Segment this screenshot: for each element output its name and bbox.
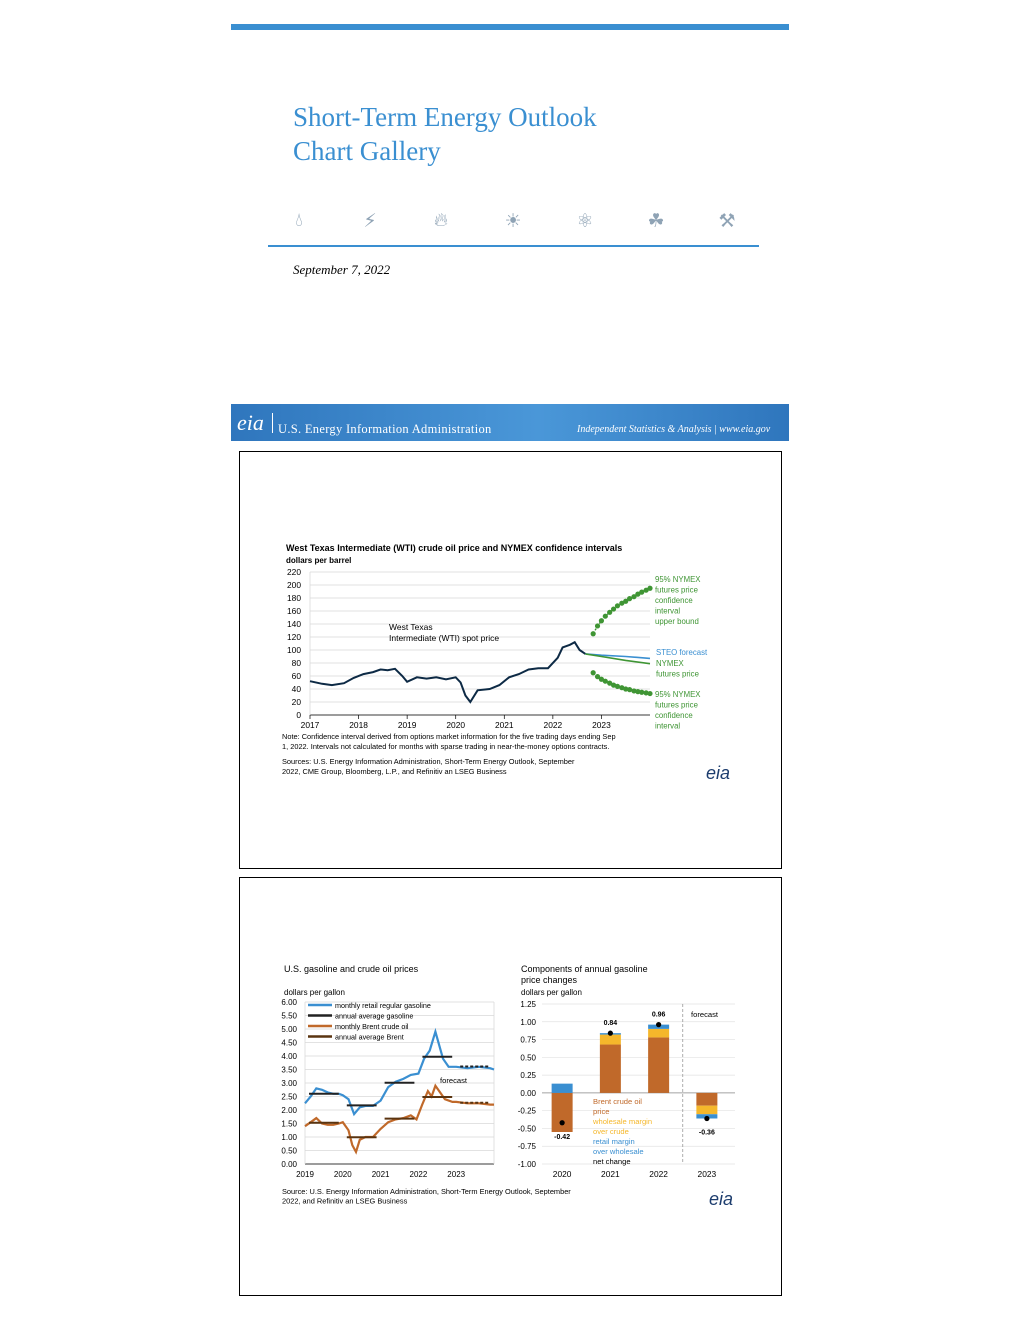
gasoline-chart-title: U.S. gasoline and crude oil prices: [284, 964, 419, 974]
components-x-tick-label: 2022: [649, 1169, 668, 1179]
lower-bound-label: 95% NYMEX futures price confidence interval: [655, 690, 701, 731]
agency-name: U.S. Energy Information Administration: [278, 422, 492, 436]
wti-confidence-point: [591, 631, 596, 636]
components-bar-segment: [552, 1093, 573, 1132]
wti-confidence-point: [615, 684, 620, 689]
electricity-icon: ⚡︎: [363, 211, 377, 232]
top-accent-bar: [231, 24, 789, 30]
energy-icon-row: [268, 210, 758, 238]
components-bar-segment: [648, 1029, 669, 1038]
components-y-tick-label: 1.00: [520, 1017, 536, 1027]
gasoline-y-tick-label: 1.50: [281, 1119, 297, 1129]
components-bar-segment: [696, 1106, 717, 1115]
eia-logo: eia: [237, 410, 264, 435]
components-y-tick-label: 0.00: [520, 1088, 536, 1098]
wti-chart: [240, 452, 781, 868]
gasoline-chart-panel: [239, 877, 782, 1296]
net-change-label: -0.36: [698, 1129, 715, 1137]
components-y-tick-label: -1.00: [517, 1160, 536, 1169]
wti-note: Note: Confidence interval derived from options market information for the five trading days ending Sep 1, 2022. Intervals not calculated for months with sparse trading in near-the-money options contracts.: [282, 732, 616, 751]
wti-x-tick-label: 2018: [349, 720, 368, 730]
wti-spot-line: [310, 642, 585, 702]
gasoline-y-tick-label: 2.50: [281, 1092, 297, 1102]
gasoline-x-tick-label: 2021: [371, 1170, 390, 1179]
wti-y-tick-label: 20: [291, 697, 301, 707]
wti-confidence-point: [647, 691, 652, 696]
wti-x-tick-label: 2019: [397, 720, 417, 730]
wti-y-tick-label: 40: [291, 684, 301, 694]
plant-icon: ☘︎: [647, 211, 665, 232]
wti-confidence-point: [591, 670, 596, 675]
components-y-tick-label: 0.75: [520, 1035, 536, 1045]
wti-y-tick-label: 120: [287, 632, 301, 642]
eia-logo-small: eia: [706, 763, 731, 783]
gasoline-forecast-label: forecast: [440, 1076, 468, 1085]
net-change-marker: [608, 1031, 613, 1036]
components-legend-label: net change: [593, 1157, 631, 1166]
components-legend-label: price: [593, 1107, 610, 1116]
net-change-label: 0.84: [603, 1020, 618, 1028]
components-bar-segment: [648, 1037, 669, 1092]
components-chart-unit: dollars per gallon: [521, 988, 582, 997]
oil-drop-icon: 💧︎: [295, 210, 303, 231]
wti-x-tick-label: 2017: [300, 720, 320, 730]
gasoline-y-tick-label: 0.50: [281, 1146, 297, 1156]
gasoline-x-tick-label: 2019: [296, 1170, 314, 1179]
eia-logo-small-2: eia: [709, 1189, 734, 1209]
wti-y-tick-label: 100: [287, 645, 301, 655]
components-legend-label: over wholesale: [593, 1147, 644, 1156]
components-x-tick-label: 2023: [697, 1169, 717, 1179]
gasoline-legend-label: annual average gasoline: [335, 1011, 414, 1021]
wti-y-tick-label: 60: [291, 671, 301, 681]
gasoline-legend-label: annual average Brent: [335, 1032, 404, 1042]
title-line-1: Short-Term Energy Outlook: [293, 102, 597, 132]
wti-x-tick-label: 2023: [592, 720, 611, 730]
wti-chart-unit: dollars per barrel: [286, 556, 352, 565]
wti-y-tick-label: 220: [287, 567, 301, 577]
gasoline-y-tick-label: 1.00: [281, 1133, 297, 1142]
wti-confidence-point: [639, 690, 644, 695]
gasoline-x-tick-label: 2023: [447, 1170, 466, 1179]
net-change-label: 0.96: [651, 1011, 666, 1019]
wti-confidence-point: [627, 687, 632, 692]
components-y-tick-label: 0.25: [520, 1071, 536, 1081]
gasoline-y-tick-label: 6.00: [281, 998, 297, 1007]
gasoline-y-tick-label: 3.00: [281, 1079, 297, 1088]
components-y-tick-label: 1.25: [520, 1000, 536, 1009]
wti-y-tick-label: 140: [287, 619, 301, 629]
title-line-2: Chart Gallery: [293, 136, 441, 166]
components-y-tick-label: 0.50: [520, 1053, 536, 1063]
gasoline-charts: [240, 878, 781, 1295]
wti-x-tick-label: 2022: [543, 720, 563, 730]
coal-hammer-icon: ⚒︎: [718, 211, 736, 232]
gasoline-y-tick-label: 3.50: [281, 1065, 297, 1075]
wti-confidence-point: [603, 614, 608, 619]
wti-confidence-point: [647, 586, 652, 591]
net-change-marker: [704, 1116, 709, 1121]
banner-separator: [272, 413, 273, 433]
components-forecast-label: forecast: [691, 1010, 719, 1019]
net-change-marker: [656, 1022, 661, 1027]
wti-y-tick-label: 160: [287, 606, 301, 616]
wti-y-tick-label: 180: [287, 593, 301, 603]
wti-x-tick-label: 2020: [446, 720, 466, 730]
wti-x-tick-label: 2021: [494, 720, 514, 730]
net-change-label: -0.42: [554, 1133, 571, 1141]
components-bar-segment: [600, 1035, 621, 1045]
gasoline-legend-label: monthly retail regular gasoline: [335, 1001, 431, 1010]
wti-confidence-point: [595, 623, 600, 628]
wti-sources: Sources: U.S. Energy Information Administration, Short-Term Energy Outlook, September 2022, CME Group, Bloomberg, L.P., and Refinitiv an LSEG Business: [282, 757, 575, 776]
gasoline-x-tick-label: 2020: [333, 1170, 352, 1179]
wti-y-tick-label: 80: [291, 658, 301, 668]
components-bar-segment: [600, 1045, 621, 1093]
gasoline-y-tick-label: 5.00: [281, 1025, 297, 1034]
components-chart-title: Components of annual gasoline price changes: [521, 964, 648, 985]
net-change-marker: [560, 1120, 565, 1125]
atom-icon: ⚛︎: [576, 211, 594, 232]
gasoline-y-tick-label: 5.50: [281, 1011, 297, 1021]
banner-tagline: Independent Statistics & Analysis | www.eia.gov: [577, 424, 771, 435]
wti-series-label: West Texas Intermediate (WTI) spot price: [389, 622, 500, 643]
icon-row-divider: [268, 245, 759, 247]
components-bar-segment: [696, 1093, 717, 1106]
wti-y-tick-label: 0: [296, 710, 301, 720]
wti-confidence-point: [599, 618, 604, 623]
sun-icon: ☀︎: [504, 211, 522, 232]
components-legend-label: Brent crude oil: [593, 1097, 642, 1106]
components-legend-label: over crude: [593, 1127, 629, 1136]
eia-banner: [231, 404, 789, 441]
publication-date: September 7, 2022: [293, 262, 391, 277]
components-x-tick-label: 2020: [552, 1169, 572, 1179]
components-y-tick-label: -0.75: [517, 1142, 536, 1152]
page-title: [293, 100, 597, 168]
wti-confidence-point: [615, 603, 620, 608]
upper-bound-label: 95% NYMEX futures price confidence interval upper bound: [655, 575, 701, 626]
components-bar-segment: [552, 1084, 573, 1093]
components-x-tick-label: 2021: [601, 1169, 620, 1179]
gasoline-source: Source: U.S. Energy Information Administration, Short-Term Energy Outlook, September 2022, and Refinitiv an LSEG Business: [282, 1187, 571, 1206]
flame-icon: 🔥︎: [434, 210, 448, 231]
components-legend-label: retail margin: [593, 1137, 635, 1146]
gasoline-y-tick-label: 4.00: [281, 1052, 297, 1061]
components-y-tick-label: -0.50: [517, 1124, 536, 1134]
steo-forecast-label: STEO forecast: [656, 648, 708, 657]
wti-chart-panel: [239, 451, 782, 869]
gasoline-y-tick-label: 2.00: [281, 1106, 297, 1115]
gasoline-chart-unit: dollars per gallon: [284, 988, 345, 997]
components-legend-label: wholesale margin: [593, 1117, 653, 1126]
wti-chart-title: West Texas Intermediate (WTI) crude oil price and NYMEX confidence intervals: [286, 543, 623, 553]
gasoline-x-tick-label: 2022: [409, 1170, 428, 1179]
components-y-tick-label: -0.25: [517, 1106, 536, 1116]
wti-y-tick-label: 200: [287, 580, 301, 590]
nymex-label: NYMEX futures price: [656, 659, 699, 679]
gasoline-legend-label: monthly Brent crude oil: [335, 1022, 409, 1031]
gasoline-y-tick-label: 0.00: [281, 1160, 297, 1169]
gasoline-y-tick-label: 4.50: [281, 1038, 297, 1048]
